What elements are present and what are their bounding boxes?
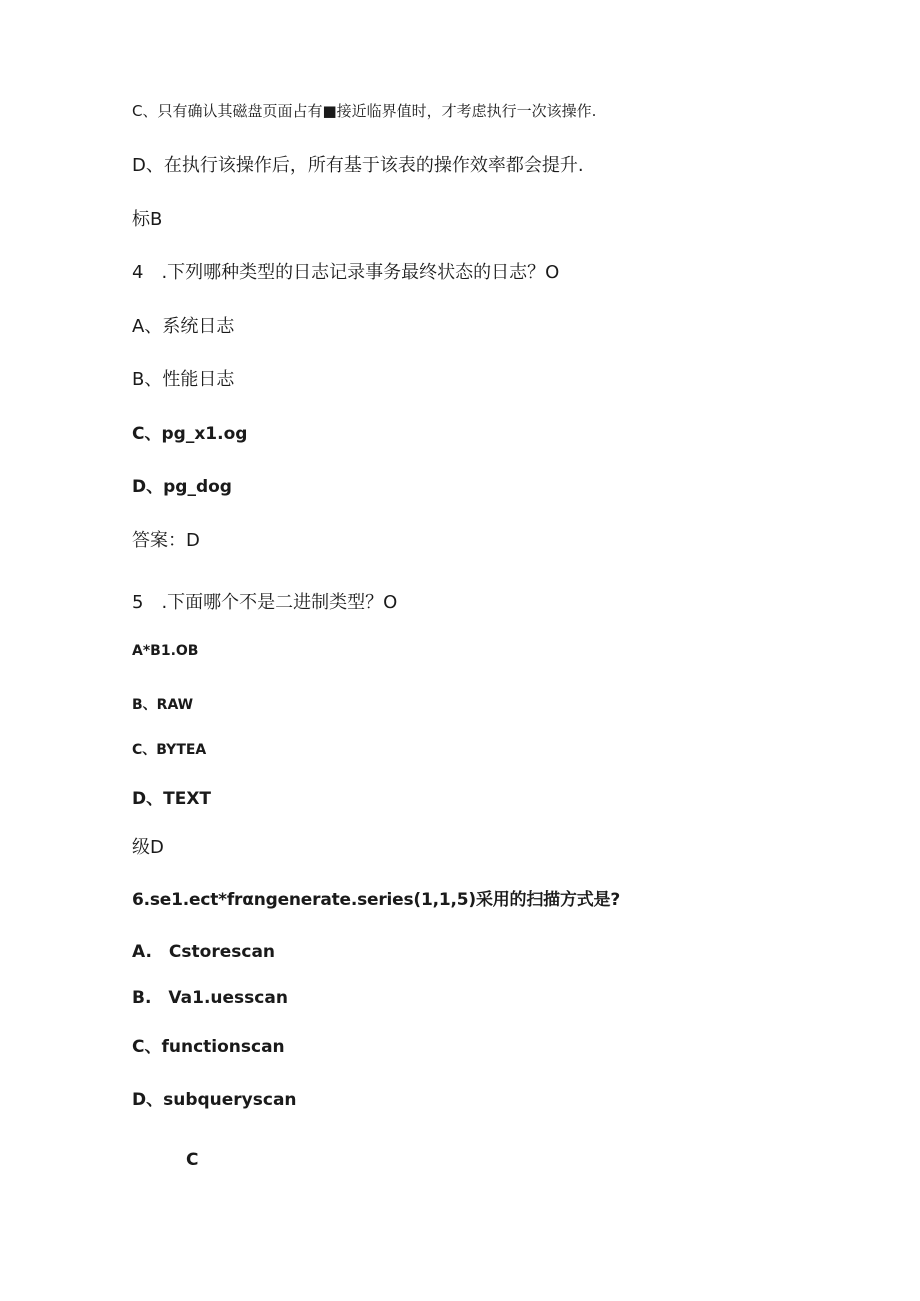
q3-answer: 标B bbox=[132, 209, 163, 230]
q4-question: 4 .下列哪种类型的日志记录事务最终状态的日志？O bbox=[132, 262, 560, 283]
q5-option-c: C、BYTEA bbox=[132, 742, 207, 758]
q4-option-c: C、pg_x1.og bbox=[132, 424, 248, 444]
q5-option-d: D、TEXT bbox=[132, 789, 212, 809]
q4-option-d: D、pg_dog bbox=[132, 477, 232, 497]
q3-option-c: C、只有确认其磁盘页面占有■接近临界值时，才考虑执行一次该操作. bbox=[132, 102, 597, 120]
q5-answer: 级D bbox=[132, 837, 164, 858]
q5-option-a: A*B1.OB bbox=[132, 643, 199, 659]
q6-option-c: C、functionscan bbox=[132, 1037, 285, 1057]
q6-option-b: B. Va1.uesscan bbox=[132, 988, 288, 1008]
q6-answer: C bbox=[186, 1150, 199, 1170]
q4-option-a: A、系统日志 bbox=[132, 316, 235, 337]
q5-question: 5 .下面哪个不是二进制类型？O bbox=[132, 592, 398, 613]
q3-option-d: D、在执行该操作后，所有基于该表的操作效率都会提升. bbox=[132, 155, 584, 176]
q4-answer: 答案：D bbox=[132, 530, 200, 551]
q5-option-b: B、RAW bbox=[132, 697, 194, 713]
q4-option-b: B、性能日志 bbox=[132, 369, 235, 390]
q6-option-d: D、subqueryscan bbox=[132, 1090, 297, 1110]
q6-option-a: A. Cstorescan bbox=[132, 942, 276, 962]
q6-question: 6.se1.ect*frαngenerate.series(1,1,5)采用的扫描方式是? bbox=[132, 890, 621, 910]
